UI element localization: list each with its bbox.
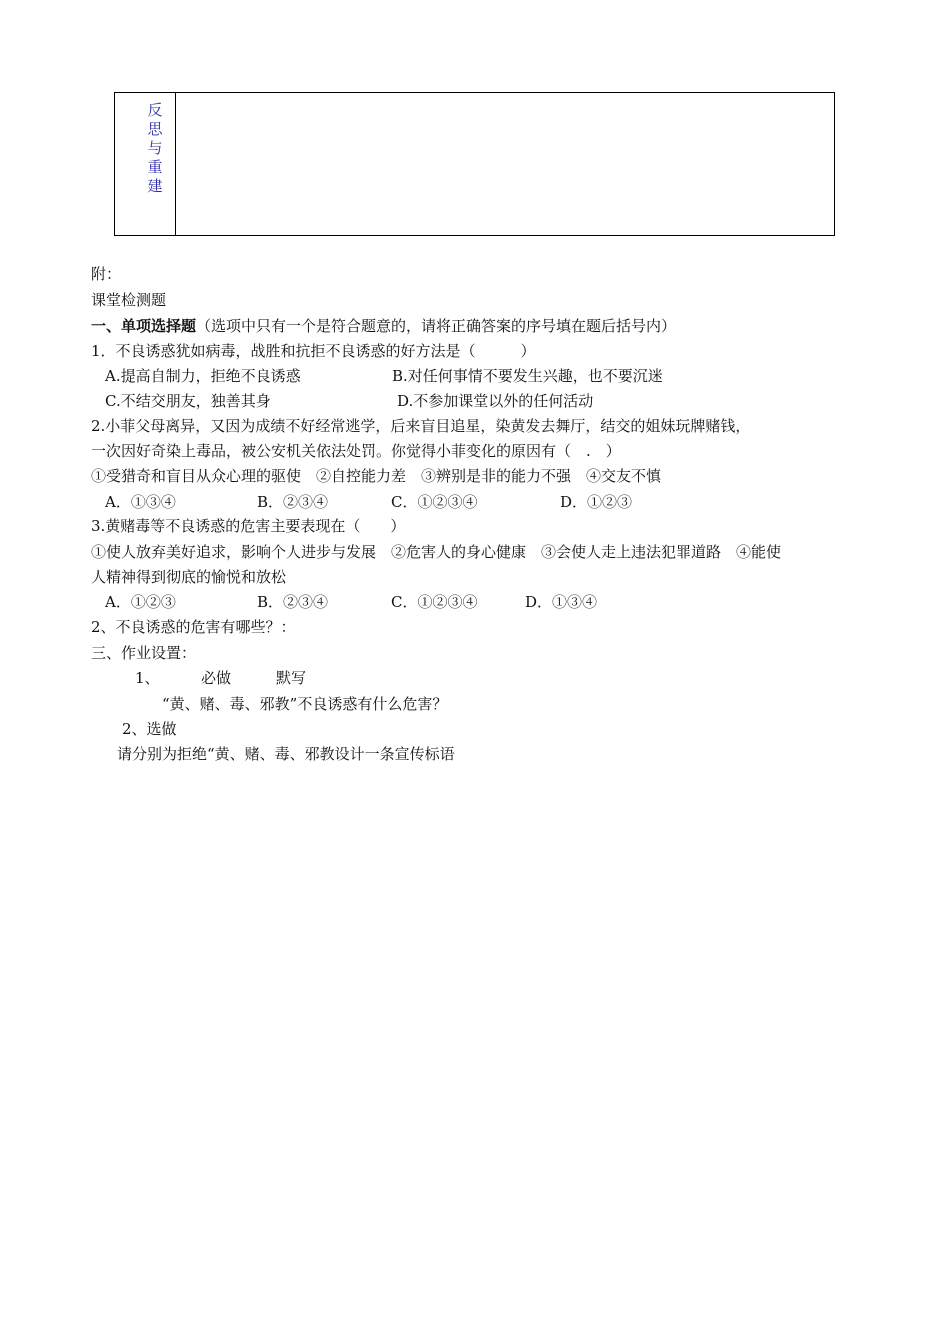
homework-optional-task: 请分别为拒绝“黄、赌、毒、邪教设计一条宣传标语	[117, 745, 455, 763]
reflection-label	[145, 101, 165, 196]
reflection-box	[114, 92, 835, 236]
q2-items: ①受猎奇和盲目从众心理的驱使 ②自控能力差 ③辨别是非的能力不强 ④交友不慎	[91, 467, 662, 485]
q2-stem-line2: 一次因好奇染上毒品，被公安机关依法处罚。你觉得小菲变化的原因有（ . ）	[91, 442, 621, 460]
q2-option-b: B．②③④	[257, 493, 329, 511]
q3-option-b: B．②③④	[257, 593, 329, 611]
q3-stem: 3.黄赌毒等不良诱惑的危害主要表现在（ ）	[91, 517, 406, 535]
box-divider	[175, 93, 176, 235]
homework-optional: 2、选做	[122, 720, 177, 738]
q1-option-c: C.不结交朋友，独善其身	[105, 392, 271, 410]
part1-instructions: （选项中只有一个是符合题意的，请将正确答案的序号填在题后括号内）	[196, 317, 677, 335]
q1-stem: 1．不良诱惑犹如病毒，战胜和抗拒不良诱惑的好方法是（ ）	[91, 342, 536, 360]
label-char: 建	[147, 177, 163, 195]
q3-items-line1: ①使人放弃美好追求，影响个人进步与发展 ②危害人的身心健康 ③会使人走上违法犯罪道路 ④能使	[91, 543, 782, 561]
q4-question: 2、不良诱惑的危害有哪些？：	[91, 618, 296, 636]
q3-option-c: C．①②③④	[391, 593, 478, 611]
appendix-label: 附：	[91, 265, 122, 283]
q3-option-d: D．①③④	[525, 593, 598, 611]
q2-stem-line1: 2.小菲父母离异，又因为成绩不好经常逃学，后来盲目追星，染黄发去舞厅，结交的姐妹玩牌赌钱，	[91, 417, 751, 435]
homework-required-label: 必做	[201, 669, 232, 687]
part1-heading: 一、单项选择题	[91, 317, 197, 335]
q1-option-a: A.提高自制力，拒绝不良诱惑	[105, 367, 301, 385]
q2-option-d: D．①②③	[560, 493, 633, 511]
q3-option-a: A．①②③	[105, 593, 176, 611]
label-char: 反	[147, 101, 163, 119]
label-char: 重	[147, 158, 163, 176]
section-title: 课堂检测题	[91, 291, 167, 309]
q2-option-c: C．①②③④	[391, 493, 478, 511]
label-char: 思	[147, 120, 163, 138]
q1-option-d: D.不参加课堂以外的任何活动	[397, 392, 594, 410]
label-char: 与	[147, 139, 163, 157]
q3-items-line2: 人精神得到彻底的愉悦和放松	[91, 568, 287, 586]
homework-required-question: “黄、赌、毒、邪教”不良诱惑有什么危害？	[162, 695, 448, 713]
homework-title: 三、作业设置：	[91, 644, 197, 662]
part1-heading-line	[91, 316, 676, 336]
homework-required-number: 1、	[135, 669, 160, 687]
homework-required-task: 默写	[276, 669, 307, 687]
q1-option-b: B.对任何事情不要发生兴趣，也不要沉迷	[392, 367, 663, 385]
q2-option-a: A．①③④	[105, 493, 176, 511]
